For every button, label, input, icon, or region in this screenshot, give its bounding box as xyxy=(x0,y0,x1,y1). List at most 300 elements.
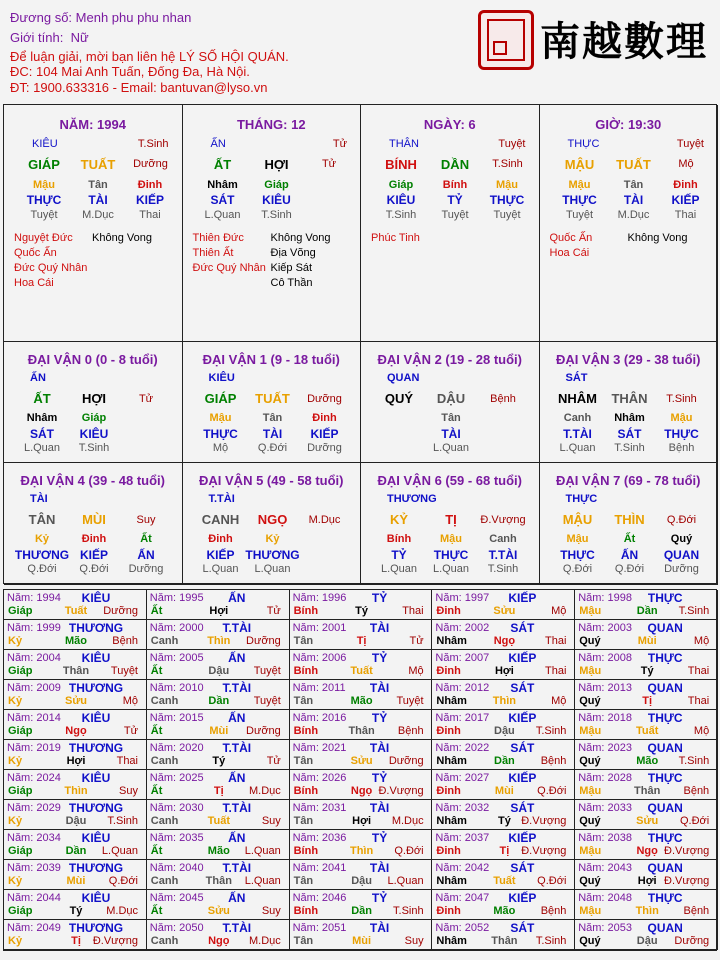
year-thap-than: THỰC xyxy=(647,591,683,605)
pillar-chi: HỢI xyxy=(264,157,289,172)
year-chi: Thìn xyxy=(64,785,88,797)
duong-so: Đương số: Menh phu phu nhan xyxy=(10,10,192,25)
hidden-status: T.Sinh xyxy=(614,442,645,454)
year-label: Năm: 2010 xyxy=(149,682,204,694)
year-status: Tuyệt xyxy=(110,665,138,677)
year-can: Đinh xyxy=(436,725,461,737)
year-label: Năm: 2007 xyxy=(435,652,490,664)
hidden-thap-than: THỰC xyxy=(560,548,595,562)
year-cell xyxy=(575,710,718,740)
year-label: Năm: 2014 xyxy=(7,712,61,724)
year-cell xyxy=(432,680,575,710)
hidden-stem: Đinh xyxy=(673,179,698,191)
pillar-thap-than: THÂN xyxy=(389,138,419,150)
hidden-thap-than: TÀI xyxy=(623,193,644,207)
star-item: Quốc Ấn xyxy=(549,232,593,244)
dai-van-chi: HỢI xyxy=(81,391,107,406)
year-status: Tử xyxy=(266,605,281,617)
year-thap-than: TỶ xyxy=(371,711,388,725)
year-can: Nhâm xyxy=(436,935,467,947)
dai-van-title: ĐẠI VẬN 1 (9 - 18 tuổi) xyxy=(202,352,340,367)
year-can: Quý xyxy=(579,815,601,827)
year-thap-than: T.TÀI xyxy=(222,921,252,935)
stars-left xyxy=(193,231,266,276)
year-cell xyxy=(290,800,433,830)
year-chi: Mão xyxy=(493,905,516,917)
year-cell xyxy=(290,710,433,740)
year-status: T.Sinh xyxy=(535,935,567,947)
year-status: Thai xyxy=(687,695,710,707)
star-item: Thiên Ất xyxy=(192,247,234,259)
year-can: Nhâm xyxy=(436,755,467,767)
star-item: Quốc Ấn xyxy=(14,247,57,259)
hidden-thap-than: ẤN xyxy=(620,548,639,562)
year-cell xyxy=(432,770,575,800)
year-can: Quý xyxy=(579,755,601,767)
year-cell xyxy=(4,680,147,710)
annual-table xyxy=(3,589,717,951)
year-can: Đinh xyxy=(436,665,461,677)
year-status: Mộ xyxy=(551,605,567,617)
year-label: Năm: 2041 xyxy=(292,862,347,874)
star-item: Đức Quý Nhân xyxy=(14,262,88,274)
year-can: Mậu xyxy=(579,605,602,617)
dai-van-0 xyxy=(4,342,183,463)
pillar-can: GIÁP xyxy=(28,157,60,172)
year-cell xyxy=(290,650,433,680)
hidden-thap-than: KIÊU xyxy=(262,193,291,207)
year-status: L.Quan xyxy=(244,845,281,857)
hidden-thap-than: THỰC xyxy=(203,427,238,441)
dai-van-truong-sinh: Đ.Vượng xyxy=(480,514,526,526)
hidden-stem: Quý xyxy=(670,533,693,545)
year-status: Dưỡng xyxy=(103,605,138,617)
year-thap-than: SÁT xyxy=(510,621,535,635)
year-thap-than: QUAN xyxy=(647,741,683,755)
pillar-title: NĂM: 1994 xyxy=(59,117,126,132)
year-cell xyxy=(432,860,575,890)
hidden-thap-than: TÀI xyxy=(262,427,283,441)
hidden-stem: Bính xyxy=(386,533,412,545)
year-thap-than: THƯƠNG xyxy=(68,861,124,875)
hidden-status: Tuyệt xyxy=(441,209,469,221)
year-can: Ất xyxy=(150,905,163,917)
dai-van-truong-sinh: Suy xyxy=(136,514,156,526)
year-chi: Thân xyxy=(491,935,518,947)
year-chi: Tuất xyxy=(207,815,230,827)
year-cell xyxy=(147,830,290,860)
year-chi: Mão xyxy=(65,635,87,647)
dai-van-chi: NGỌ xyxy=(257,512,288,527)
year-label: Năm: 2015 xyxy=(149,712,204,724)
hidden-stem: Nhâm xyxy=(614,412,645,424)
contact-address: ĐC: 104 Mai Anh Tuấn, Đống Đa, Hà Nội. xyxy=(10,64,250,79)
year-status: M.Dục xyxy=(249,785,281,797)
hidden-stem: Tân xyxy=(262,412,283,424)
year-cell xyxy=(432,740,575,770)
year-cell xyxy=(575,860,718,890)
year-chi: Mùi xyxy=(66,875,86,887)
year-label: Năm: 2021 xyxy=(292,742,347,754)
hidden-status: Q.Đới xyxy=(79,563,109,575)
year-chi: Tuất xyxy=(493,875,516,887)
year-thap-than: TỶ xyxy=(371,771,388,785)
year-can: Giáp xyxy=(8,905,33,917)
dai-van-5 xyxy=(183,463,362,585)
year-label: Năm: 2035 xyxy=(149,832,204,844)
dai-van-title: ĐẠI VẬN 5 (49 - 58 tuổi) xyxy=(199,473,344,488)
year-label: Năm: 2031 xyxy=(292,802,347,814)
star-item: Đức Quý Nhân xyxy=(192,262,266,274)
hidden-thap-than: SÁT xyxy=(210,193,235,207)
year-chi: Mão xyxy=(207,845,230,857)
year-chi: Sửu xyxy=(207,905,230,917)
hidden-stem: Mậu xyxy=(568,179,591,191)
year-label: Năm: 2009 xyxy=(7,682,61,694)
pillar-0 xyxy=(4,105,183,342)
year-thap-than: ẤN xyxy=(228,711,246,725)
year-thap-than: KIẾP xyxy=(508,831,537,845)
year-thap-than: KIẾP xyxy=(508,591,537,605)
year-thap-than: KIÊU xyxy=(81,591,111,605)
year-cell xyxy=(4,710,147,740)
year-can: Ất xyxy=(150,845,163,857)
year-can: Đinh xyxy=(436,785,461,797)
year-can: Bính xyxy=(293,905,319,917)
year-thap-than: T.TÀI xyxy=(222,741,252,755)
year-can: Kỷ xyxy=(8,815,23,827)
year-label: Năm: 2006 xyxy=(292,652,347,664)
dai-van-4 xyxy=(4,463,183,585)
year-can: Bính xyxy=(293,665,319,677)
year-chi: Dần xyxy=(351,905,372,917)
year-thap-than: TÀI xyxy=(369,801,390,815)
year-label: Năm: 2013 xyxy=(578,682,632,694)
year-can: Quý xyxy=(579,695,601,707)
year-chi: Mùi xyxy=(352,935,372,947)
year-can: Giáp xyxy=(8,845,33,857)
hidden-stem: Nhâm xyxy=(26,412,58,424)
dai-van-truong-sinh: Bệnh xyxy=(490,393,516,405)
year-cell xyxy=(575,740,718,770)
hidden-status: Thai xyxy=(139,209,161,221)
year-label: Năm: 2042 xyxy=(435,862,490,874)
dai-van-can: ẤT xyxy=(33,391,51,406)
year-cell xyxy=(147,620,290,650)
hidden-stem: Mậu xyxy=(496,179,518,191)
year-can: Tân xyxy=(293,815,314,827)
year-thap-than: TÀI xyxy=(369,921,390,935)
year-can: Giáp xyxy=(8,725,33,737)
year-thap-than: THỰC xyxy=(647,831,683,845)
year-label: Năm: 2020 xyxy=(149,742,204,754)
year-status: T.Sinh xyxy=(535,725,567,737)
year-chi: Mùi xyxy=(209,725,229,737)
year-can: Canh xyxy=(150,875,179,887)
year-thap-than: THƯƠNG xyxy=(68,801,124,815)
year-status: Tuyệt xyxy=(253,665,281,677)
year-label: Năm: 1995 xyxy=(149,592,204,604)
star-item: Kiếp Sát xyxy=(270,262,313,274)
year-label: Năm: 2012 xyxy=(435,682,490,694)
year-thap-than: QUAN xyxy=(647,621,683,635)
stars-right xyxy=(92,231,152,246)
year-status: Tuyệt xyxy=(396,695,424,707)
year-can: Ất xyxy=(150,785,163,797)
year-chi: Hợi xyxy=(209,605,229,617)
dai-van-can: CANH xyxy=(201,512,240,527)
year-cell xyxy=(290,890,433,920)
star-item: Phúc Tinh xyxy=(371,232,420,244)
year-chi: Mùi xyxy=(637,635,657,647)
year-chi: Thân xyxy=(348,725,375,737)
year-label: Năm: 2011 xyxy=(292,682,346,694)
year-status: Suy xyxy=(261,905,281,917)
hidden-stem: Mậu xyxy=(670,412,693,424)
year-status: Mộ xyxy=(551,695,567,707)
star-item: Địa Võng xyxy=(270,247,316,259)
year-cell xyxy=(147,710,290,740)
dai-van-chi: MÙI xyxy=(82,512,106,527)
star-item: Hoa Cái xyxy=(14,277,54,289)
year-thap-than: TỶ xyxy=(371,591,388,605)
year-thap-than: ẤN xyxy=(228,771,246,785)
dai-van-3 xyxy=(540,342,719,463)
hidden-thap-than: THỰC xyxy=(664,427,699,441)
year-cell xyxy=(575,680,718,710)
year-chi: Tuất xyxy=(350,665,373,677)
hidden-status: L.Quan xyxy=(432,442,470,454)
year-thap-than: QUAN xyxy=(647,681,683,695)
year-status: Q.Đới xyxy=(108,875,138,887)
year-chi: Mão xyxy=(350,695,373,707)
year-chi: Tuất xyxy=(64,605,88,617)
year-chi: Tị xyxy=(213,785,224,797)
year-chi: Dần xyxy=(65,845,87,857)
hidden-stem: Kỷ xyxy=(265,533,280,545)
year-cell xyxy=(4,740,147,770)
year-chi: Ngọ xyxy=(65,725,87,737)
year-label: Năm: 2005 xyxy=(149,652,204,664)
year-chi: Thìn xyxy=(635,905,659,917)
year-can: Kỷ xyxy=(8,935,23,947)
hidden-stem: Đinh xyxy=(208,533,233,545)
hidden-status: Tuyệt xyxy=(30,209,58,221)
year-can: Đinh xyxy=(436,905,461,917)
hidden-thap-than: TÀI xyxy=(88,193,108,207)
year-thap-than: TÀI xyxy=(369,861,390,875)
year-label: Năm: 2016 xyxy=(292,712,347,724)
year-status: M.Dục xyxy=(249,935,281,947)
year-can: Canh xyxy=(150,815,179,827)
year-status: Bệnh xyxy=(683,905,710,917)
year-status: Q.Đới xyxy=(394,845,424,857)
hidden-status: Dưỡng xyxy=(307,442,342,454)
hidden-status: L.Quan xyxy=(254,563,291,575)
year-status: Tử xyxy=(266,755,281,767)
dai-van-truong-sinh: M.Dục xyxy=(308,514,341,526)
year-can: Bính xyxy=(293,845,319,857)
year-status: Bệnh xyxy=(540,905,567,917)
year-status: T.Sinh xyxy=(393,905,424,917)
dai-van-can: TÂN xyxy=(28,512,56,527)
year-status: Q.Đới xyxy=(679,815,710,827)
hidden-status: Q.Đới xyxy=(27,563,57,575)
year-thap-than: TỶ xyxy=(371,651,388,665)
year-thap-than: KIẾP xyxy=(508,651,537,665)
year-cell xyxy=(432,830,575,860)
year-can: Ất xyxy=(150,725,163,737)
year-status: Đ.Vượng xyxy=(664,875,710,887)
year-status: T.Sinh xyxy=(107,815,138,827)
hidden-stem: Đinh xyxy=(137,179,163,191)
hidden-thap-than: TỶ xyxy=(391,548,407,562)
year-cell xyxy=(290,590,433,620)
year-cell xyxy=(575,920,718,950)
dai-van-chi: THÂN xyxy=(611,391,648,406)
year-label: Năm: 2047 xyxy=(435,892,490,904)
hidden-stem: Mậu xyxy=(440,533,462,545)
year-status: Mộ xyxy=(122,695,138,707)
hidden-thap-than: THƯƠNG xyxy=(245,548,300,562)
year-label: Năm: 2025 xyxy=(149,772,204,784)
year-status: Tuyệt xyxy=(253,695,281,707)
year-label: Năm: 2039 xyxy=(7,862,61,874)
year-can: Giáp xyxy=(8,605,33,617)
year-status: Suy xyxy=(404,935,424,947)
year-chi: Thìn xyxy=(207,635,231,647)
hidden-thap-than: KIẾP xyxy=(310,427,339,441)
dai-van-can: GIÁP xyxy=(204,391,237,406)
star-item: Không Vong xyxy=(627,232,688,244)
hidden-thap-than: KIẾP xyxy=(671,193,700,207)
year-label: Năm: 2000 xyxy=(149,622,204,634)
dai-van-chi: TỊ xyxy=(445,512,457,527)
year-chi: Thân xyxy=(205,875,232,887)
year-chi: Tị xyxy=(71,935,81,947)
year-chi: Hợi xyxy=(352,815,372,827)
stars-right xyxy=(628,231,688,246)
year-can: Bính xyxy=(293,725,319,737)
pillar-chi: TUẤT xyxy=(80,157,116,172)
pillar-top-status: Tuyệt xyxy=(676,138,704,150)
dai-van-title: ĐẠI VẬN 2 (19 - 28 tuổi) xyxy=(377,352,522,367)
hidden-thap-than: SÁT xyxy=(30,427,54,441)
year-thap-than: TỶ xyxy=(371,831,388,845)
year-thap-than: ẤN xyxy=(228,651,246,665)
year-can: Mậu xyxy=(579,845,602,857)
hidden-status: L.Quan xyxy=(432,563,470,575)
year-chi: Dậu xyxy=(494,725,515,737)
dai-van-6 xyxy=(361,463,540,585)
hidden-thap-than: THƯƠNG xyxy=(14,548,70,562)
year-cell xyxy=(147,740,290,770)
year-chi: Hợi xyxy=(637,875,657,887)
year-status: Suy xyxy=(119,785,138,797)
brand-title: 南越數理 xyxy=(540,18,708,65)
pillar-top-status: Tuyệt xyxy=(498,138,526,150)
year-status: Thai xyxy=(116,755,138,767)
year-cell xyxy=(575,620,718,650)
year-chi: Mùi xyxy=(494,785,514,797)
year-thap-than: SÁT xyxy=(510,921,535,935)
year-chi: Sửu xyxy=(350,755,373,767)
year-status: Tử xyxy=(123,725,138,737)
year-thap-than: THỰC xyxy=(647,771,683,785)
year-chi: Dậu xyxy=(351,875,372,887)
pillar-chi: TUẤT xyxy=(616,157,651,172)
hidden-status: T.Sinh xyxy=(78,442,110,454)
hidden-status: T.Sinh xyxy=(385,209,417,221)
star-item: Thiên Đức xyxy=(192,232,244,244)
year-chi: Tý xyxy=(497,815,511,827)
dai-van-thap-than: ẤN xyxy=(30,372,46,384)
hidden-stem: Kỷ xyxy=(34,533,50,545)
year-thap-than: THƯƠNG xyxy=(68,741,124,755)
year-status: Thai xyxy=(544,665,567,677)
year-can: Mậu xyxy=(579,665,602,677)
dai-van-truong-sinh: T.Sinh xyxy=(666,393,697,405)
hidden-thap-than: ẤN xyxy=(137,548,155,562)
year-chi: Tý xyxy=(640,665,654,677)
dai-van-can: MẬU xyxy=(562,512,593,527)
year-chi: Ngọ xyxy=(350,785,373,797)
hidden-stem: Tân xyxy=(623,179,644,191)
year-chi: Dần xyxy=(636,605,658,617)
year-chi: Thìn xyxy=(492,695,516,707)
year-thap-than: QUAN xyxy=(647,801,683,815)
hidden-status: T.Sinh xyxy=(261,209,292,221)
hidden-thap-than: THỰC xyxy=(433,548,469,562)
year-cell xyxy=(4,590,147,620)
year-chi: Sửu xyxy=(493,605,516,617)
year-thap-than: KIẾP xyxy=(508,771,537,785)
year-label: Năm: 2004 xyxy=(7,652,61,664)
pillar-truong-sinh: Tử xyxy=(321,158,337,170)
hidden-stem: Mậu xyxy=(209,412,232,424)
hidden-status: Dưỡng xyxy=(664,563,699,575)
year-cell xyxy=(575,650,718,680)
dai-van-thap-than: THƯƠNG xyxy=(387,493,437,505)
year-status: Bệnh xyxy=(683,785,710,797)
year-label: Năm: 2008 xyxy=(578,652,632,664)
header xyxy=(0,0,720,104)
year-label: Năm: 2029 xyxy=(7,802,61,814)
year-label: Năm: 1996 xyxy=(292,592,347,604)
year-chi: Tị xyxy=(642,695,653,707)
year-thap-than: KIÊU xyxy=(81,771,111,785)
year-chi: Ngọ xyxy=(208,935,230,947)
year-chi: Sửu xyxy=(64,695,88,707)
year-status: M.Dục xyxy=(106,905,138,917)
pillar-title: THÁNG: 12 xyxy=(236,117,306,132)
dai-van-thap-than: TÀI xyxy=(30,493,48,505)
contact-line-1: Để luận giải, mời bạn liên hệ LÝ SỐ HỘI QUÁN. xyxy=(10,49,289,64)
year-status: Q.Đới xyxy=(537,875,567,887)
pillar-can: ẤT xyxy=(213,157,232,172)
year-can: Kỷ xyxy=(8,695,23,707)
hidden-status: T.Sinh xyxy=(487,563,519,575)
dai-van-can: NHÂM xyxy=(558,391,597,406)
year-status: Suy xyxy=(261,815,281,827)
year-thap-than: T.TÀI xyxy=(222,861,252,875)
year-label: Năm: 2027 xyxy=(435,772,490,784)
year-cell xyxy=(4,770,147,800)
star-item: Nguyệt Đức xyxy=(14,232,73,244)
year-chi: Hợi xyxy=(66,755,86,767)
year-label: Năm: 2034 xyxy=(7,832,61,844)
seal-logo xyxy=(478,10,534,70)
